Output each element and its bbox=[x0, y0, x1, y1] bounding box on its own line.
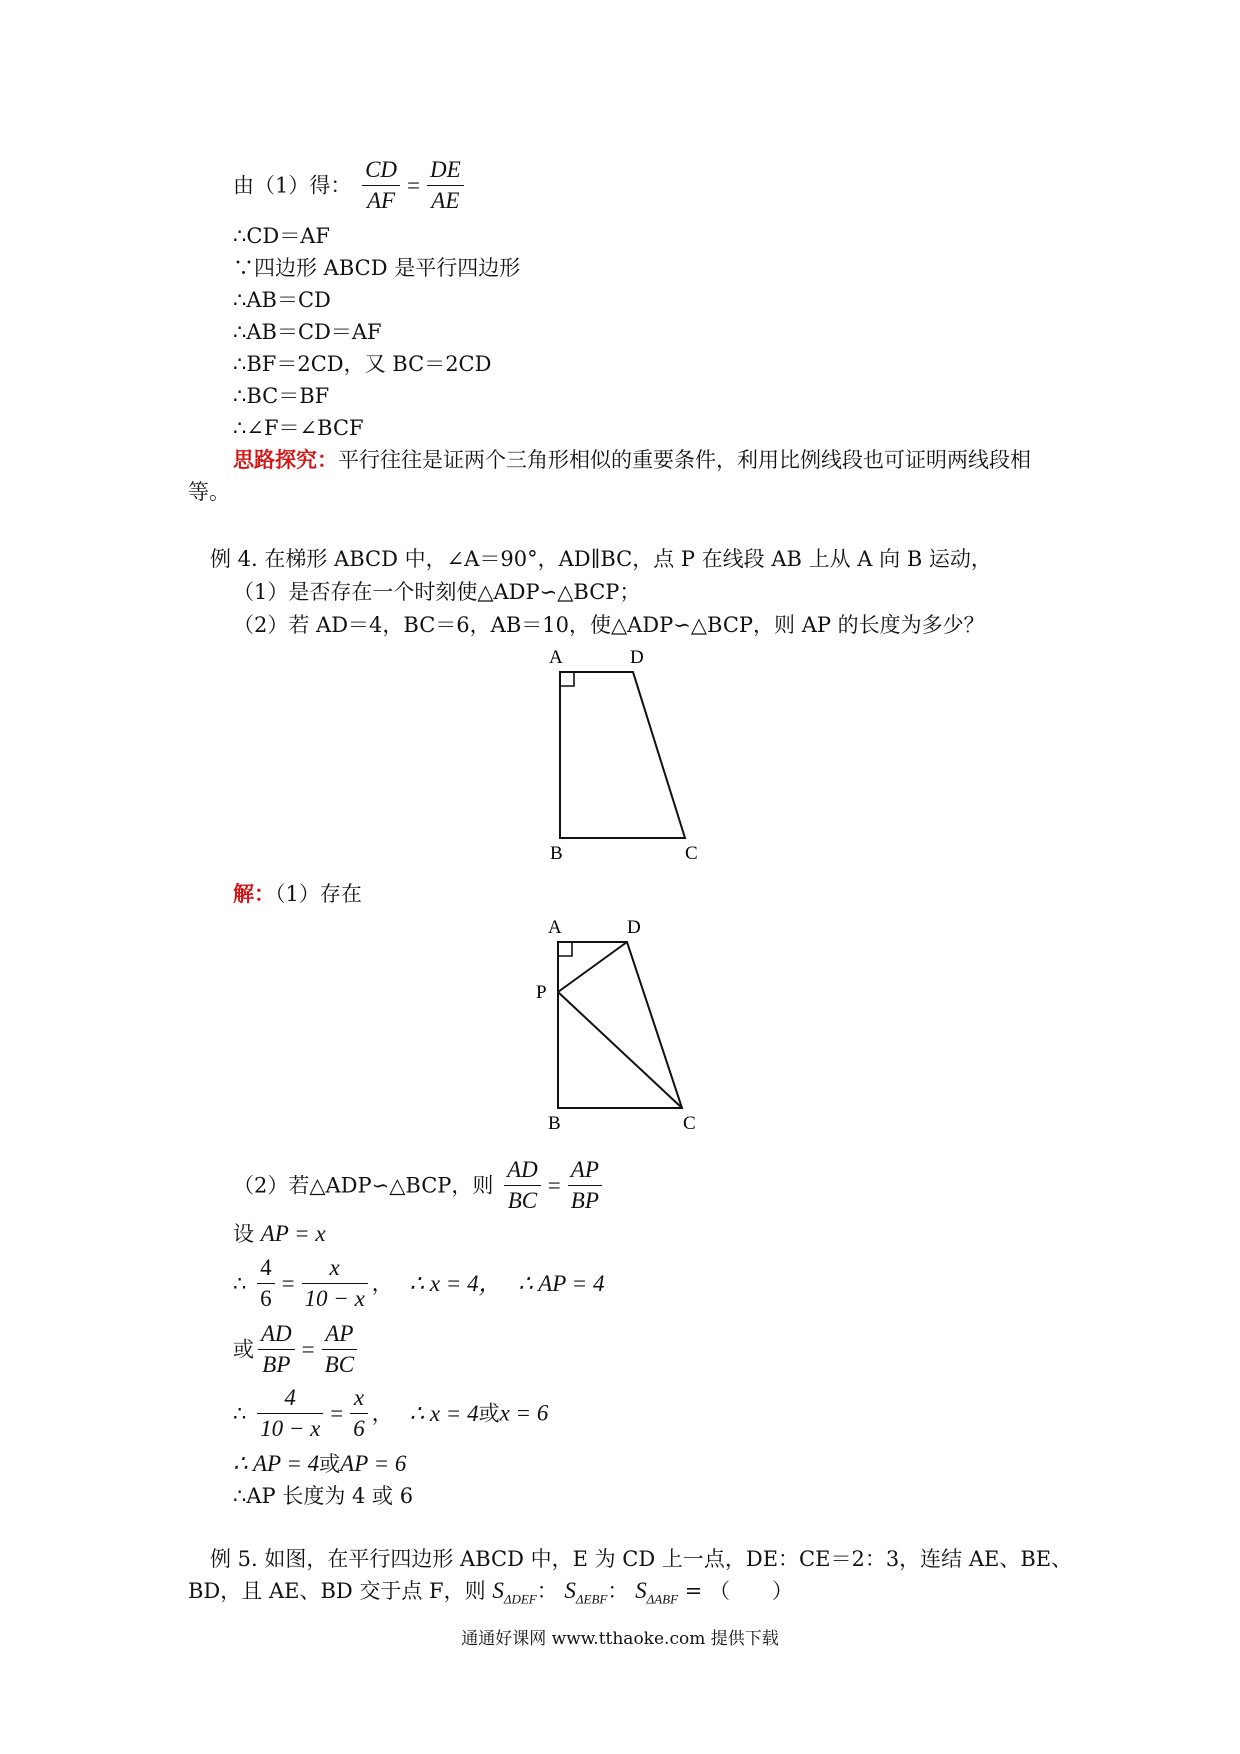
trapezoid-figure-2 bbox=[530, 908, 730, 1138]
solution-part-2 bbox=[233, 1150, 606, 1220]
equals-sign: = bbox=[301, 1336, 315, 1362]
fraction-ap-bc bbox=[322, 1319, 357, 1380]
solution-eq-2 bbox=[233, 1378, 548, 1448]
vertex-label-c: C bbox=[683, 1113, 696, 1134]
answer-blank: = （ ） bbox=[684, 1579, 793, 1603]
trapezoid-outline bbox=[560, 672, 685, 838]
denominator: AF bbox=[366, 188, 396, 213]
thinking-note bbox=[233, 446, 1031, 474]
equals-sign: = bbox=[547, 1172, 561, 1198]
proof-line-6: ∴BF＝2CD，又 BC＝2CD bbox=[233, 352, 492, 376]
denominator: 6 bbox=[353, 1416, 365, 1441]
proof-line-8: ∴∠F＝∠BCF bbox=[233, 416, 364, 440]
area-symbol: S bbox=[564, 1578, 576, 1603]
denominator: BP bbox=[262, 1352, 291, 1377]
numerator: x bbox=[350, 1383, 368, 1414]
vertex-label-a: A bbox=[548, 917, 562, 938]
vertex-label-b: B bbox=[548, 1113, 561, 1134]
comma: ， bbox=[371, 1401, 393, 1426]
vertex-label-a: A bbox=[549, 647, 563, 668]
or-word: 或 bbox=[319, 1452, 341, 1476]
denominator: 10 − x bbox=[260, 1416, 321, 1441]
example5-line-1: 例 5. 如图，在平行四边形 ABCD 中，E 为 CD 上一点，DE：CE＝2：3，连结 AE、BE、 bbox=[210, 1547, 1073, 1571]
denominator: BC bbox=[507, 1188, 538, 1213]
area-subscript: ΔDEF bbox=[503, 1591, 537, 1607]
or-prefix: 或 bbox=[233, 1337, 254, 1362]
thinking-note-cont: 等。 bbox=[188, 480, 230, 504]
solution-part-2-prefix: （2）若△ADP∽△BCP，则 bbox=[233, 1173, 494, 1198]
therefore-sign: ∴ bbox=[233, 1271, 247, 1296]
vertex-label-c: C bbox=[685, 843, 698, 864]
fraction-4-10-x bbox=[257, 1383, 323, 1444]
proof-line-3: ∵四边形 ABCD 是平行四边形 bbox=[233, 256, 521, 280]
fraction-x-10-x bbox=[302, 1253, 368, 1314]
result-x-6: x = 6 bbox=[499, 1400, 549, 1426]
ratio-colon: ： bbox=[607, 1579, 629, 1603]
result-x-4: ∴ x = 4 bbox=[409, 1400, 479, 1426]
thinking-text: 平行往往是证两个三角形相似的重要条件，利用比例线段也可证明两线段相 bbox=[338, 448, 1031, 472]
solution-label: 解： bbox=[233, 881, 275, 906]
solution-or bbox=[233, 1314, 361, 1384]
solution-ap-values bbox=[233, 1450, 406, 1478]
let-math: AP = x bbox=[260, 1221, 326, 1246]
area-subscript: ΔEBF bbox=[575, 1591, 608, 1607]
thinking-label: 思路探究： bbox=[233, 447, 338, 472]
solution-text: （1）存在 bbox=[275, 882, 362, 906]
numerator: x bbox=[302, 1253, 368, 1284]
numerator: AP bbox=[568, 1155, 602, 1186]
fraction-x-6 bbox=[350, 1383, 368, 1444]
example5-line-2-text: BD，且 AE、BD 交于点 F，则 bbox=[188, 1579, 486, 1603]
proof-line-7: ∴BC＝BF bbox=[233, 384, 330, 408]
or-word: 或 bbox=[478, 1401, 500, 1426]
numerator: 4 bbox=[257, 1383, 323, 1414]
fraction-de-ae bbox=[427, 155, 464, 216]
numerator: AD bbox=[504, 1155, 541, 1186]
result-x: ∴ x = 4， bbox=[409, 1270, 502, 1296]
area-symbol: S bbox=[492, 1578, 504, 1603]
fraction-ap-bp bbox=[568, 1155, 602, 1216]
numerator: 4 bbox=[257, 1253, 275, 1284]
fraction-cd-af bbox=[362, 155, 400, 216]
vertex-label-d: D bbox=[627, 917, 641, 938]
area-def bbox=[492, 1578, 537, 1607]
page-footer: 通通好课网 www.tthaoke.com 提供下载 bbox=[461, 1629, 779, 1649]
example5-line-2 bbox=[188, 1577, 793, 1614]
ap-value-4: ∴ AP = 4 bbox=[233, 1451, 320, 1476]
fraction-ad-bc bbox=[504, 1155, 541, 1216]
denominator: AE bbox=[431, 188, 460, 213]
solution-let bbox=[233, 1220, 326, 1248]
result-ap: ∴ AP = 4 bbox=[518, 1270, 605, 1296]
denominator: BC bbox=[324, 1352, 355, 1377]
area-ebf bbox=[564, 1578, 608, 1607]
example4-question-2: （2）若 AD＝4，BC＝6，AB＝10，使△ADP∽△BCP，则 AP 的长度为多少？ bbox=[233, 613, 985, 637]
area-subscript: ΔABF bbox=[646, 1591, 679, 1607]
solution-part-1 bbox=[233, 880, 362, 908]
trapezoid-outline bbox=[558, 942, 682, 1108]
vertex-label-b: B bbox=[550, 843, 563, 864]
vertex-label-d: D bbox=[630, 647, 644, 668]
segment-pd bbox=[558, 942, 627, 992]
ratio-colon: ： bbox=[536, 1579, 558, 1603]
example4-title: 例 4. 在梯形 ABCD 中，∠A＝90°，AD∥BC，点 P 在线段 AB 上从 A 向 B 运动， bbox=[210, 547, 992, 571]
equals-sign: = bbox=[407, 172, 420, 198]
equals-sign: = bbox=[281, 1270, 295, 1296]
therefore-sign: ∴ bbox=[233, 1401, 247, 1426]
denominator: BP bbox=[570, 1188, 599, 1213]
proof-line-4: ∴AB＝CD bbox=[233, 288, 331, 312]
area-abf bbox=[635, 1578, 679, 1607]
numerator: CD bbox=[362, 155, 400, 186]
point-label-p: P bbox=[536, 982, 547, 1003]
proof-line-2: ∴CD＝AF bbox=[233, 224, 331, 248]
example4-question-1: （1）是否存在一个时刻使△ADP∽△BCP； bbox=[233, 580, 641, 604]
denominator: 6 bbox=[260, 1286, 272, 1311]
denominator: 10 − x bbox=[304, 1286, 365, 1311]
fraction-ad-bp bbox=[258, 1319, 295, 1380]
proof-line-1 bbox=[233, 150, 468, 220]
proof-line-5: ∴AB＝CD＝AF bbox=[233, 320, 382, 344]
numerator: AD bbox=[258, 1319, 295, 1350]
ap-value-6: AP = 6 bbox=[340, 1451, 407, 1476]
right-angle-mark bbox=[560, 672, 574, 686]
solution-eq-1 bbox=[233, 1248, 604, 1318]
equals-sign: = bbox=[330, 1400, 344, 1426]
area-symbol: S bbox=[635, 1578, 647, 1603]
solution-conclusion: ∴AP 长度为 4 或 6 bbox=[233, 1484, 414, 1508]
fraction-4-6 bbox=[257, 1253, 275, 1314]
numerator: DE bbox=[427, 155, 464, 186]
let-prefix: 设 bbox=[233, 1222, 254, 1246]
proof-line-1-prefix: 由（1）得： bbox=[233, 173, 352, 198]
comma: ， bbox=[371, 1271, 393, 1296]
right-angle-mark bbox=[558, 942, 572, 956]
trapezoid-figure-1 bbox=[530, 638, 730, 868]
numerator: AP bbox=[322, 1319, 357, 1350]
